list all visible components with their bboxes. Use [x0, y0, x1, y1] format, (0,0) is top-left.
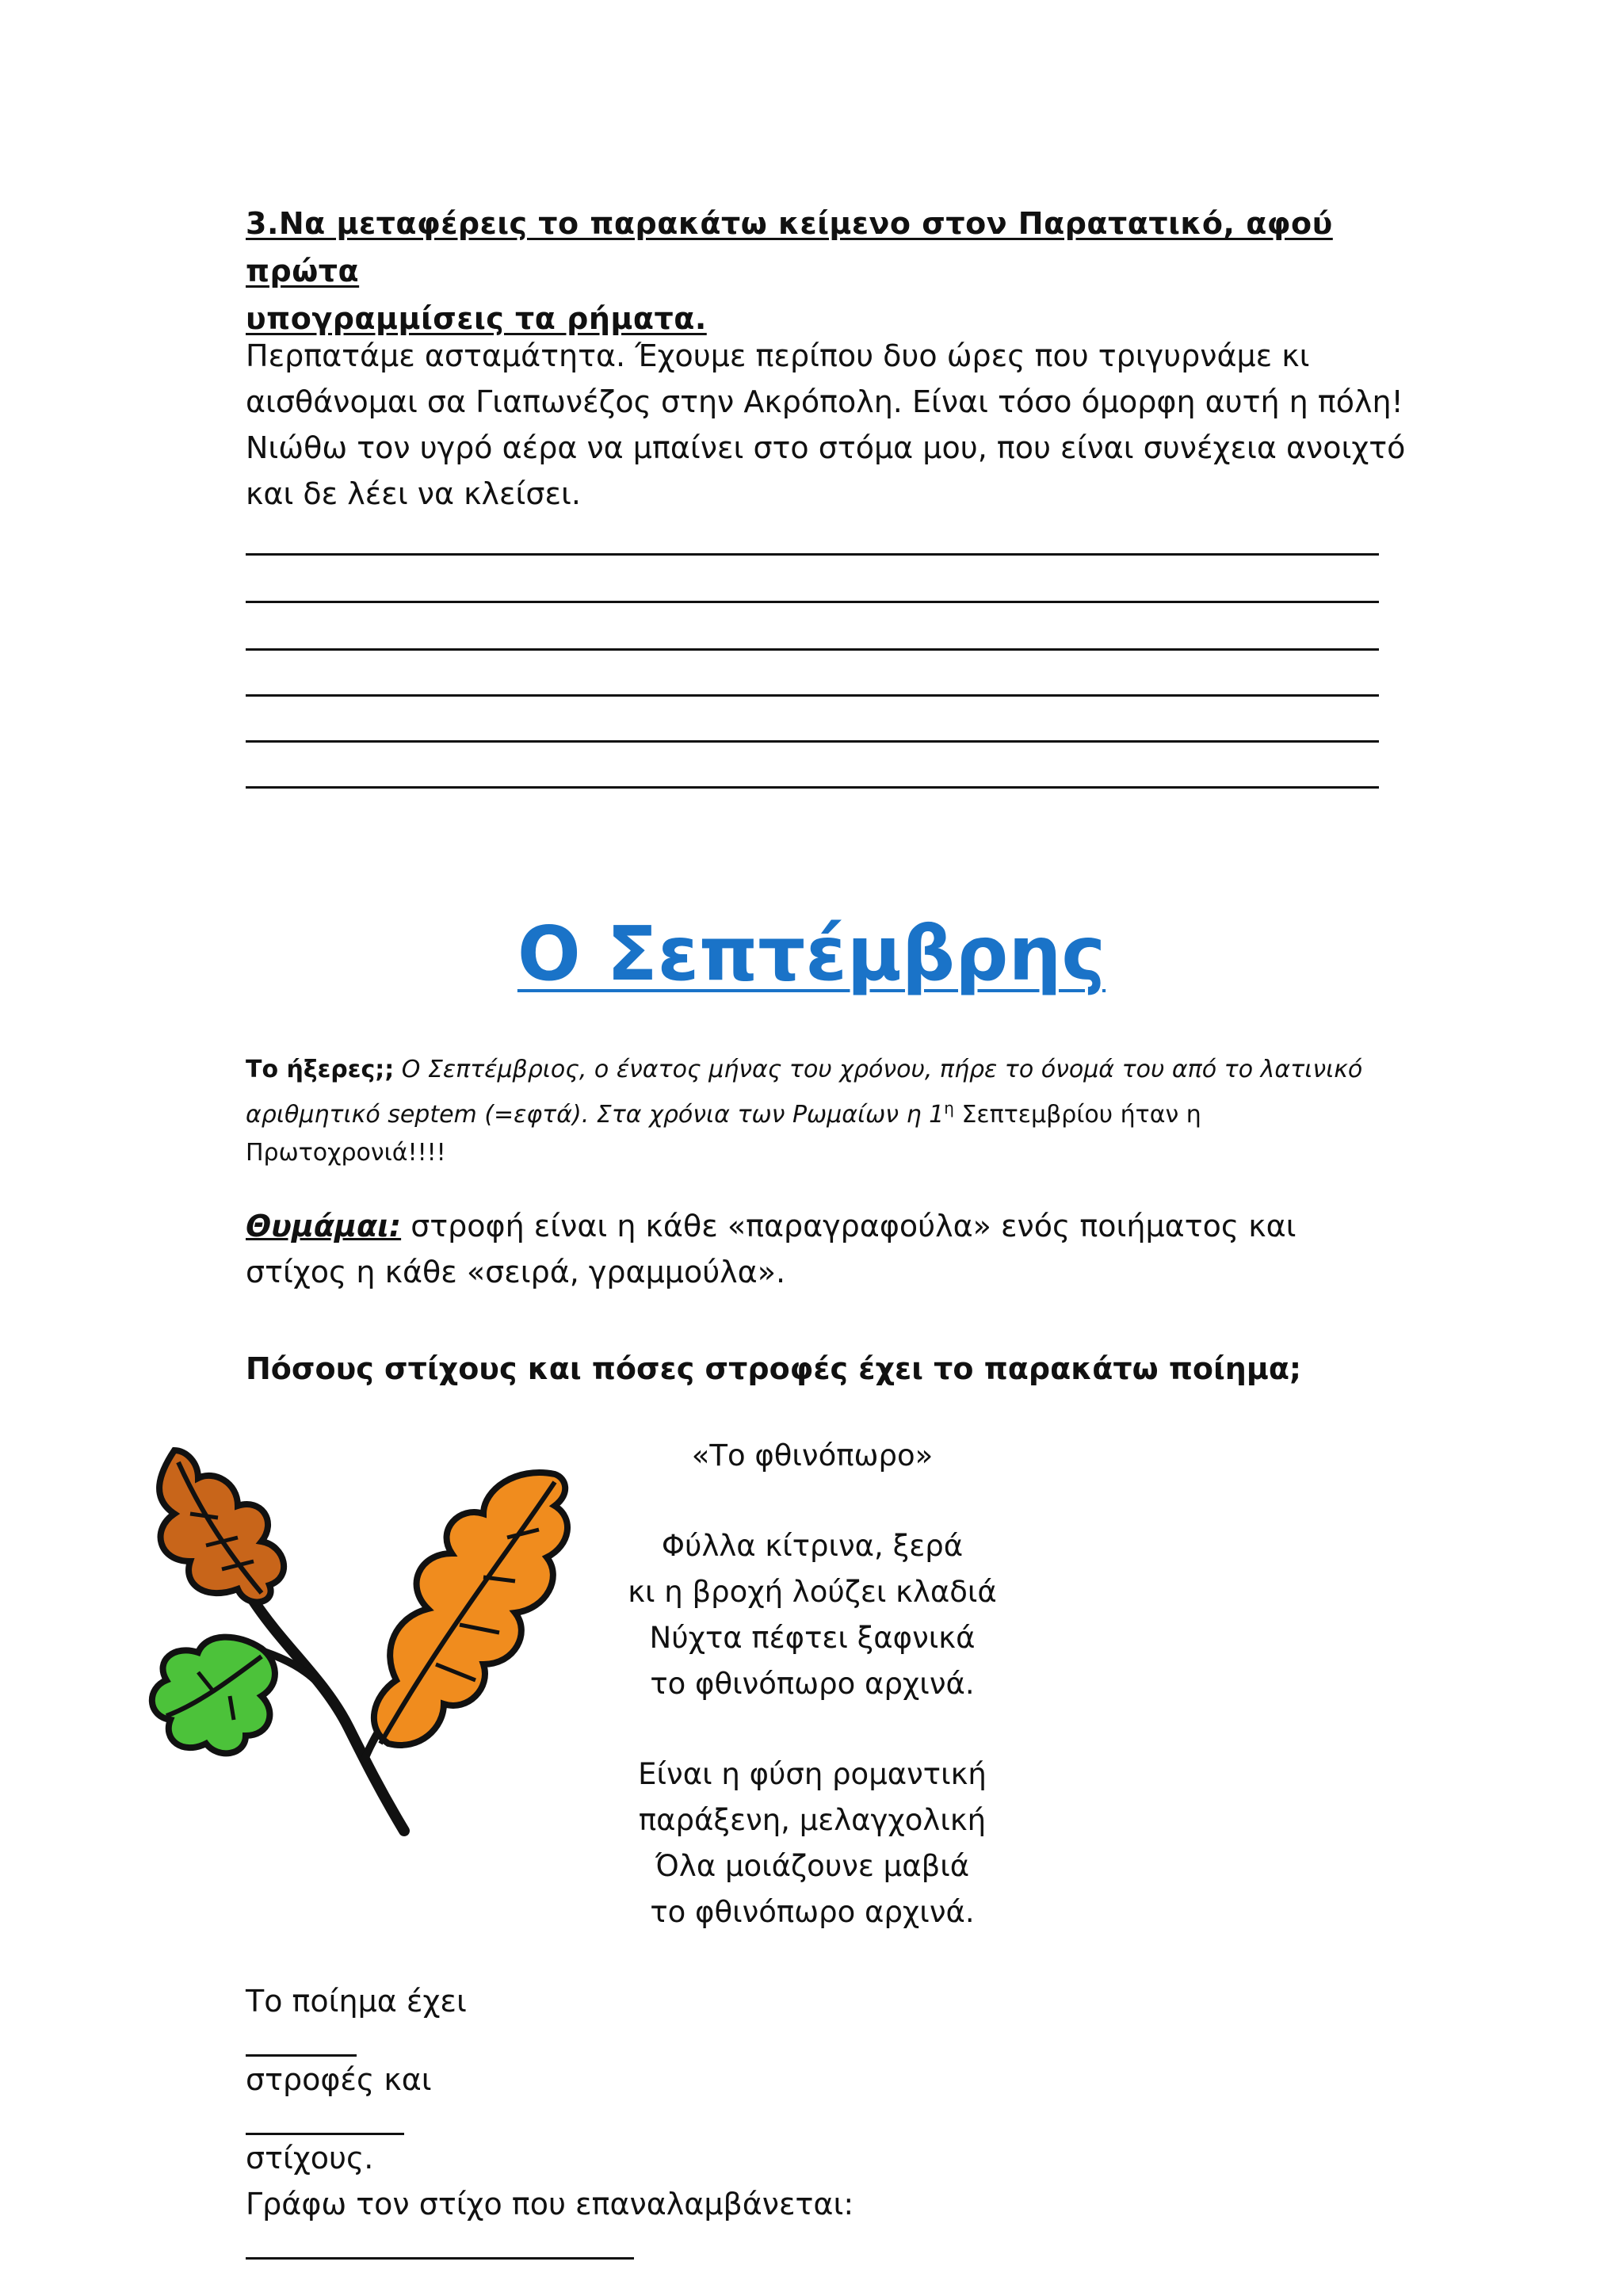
passage-line: αισθάνομαι σα Γιαπωνέζος στην Ακρόπολη. Είναι τόσο όμορφη αυτή η πόλη! [246, 384, 1403, 419]
section-heading: Ο Σεπτέμβρης [517, 911, 1106, 998]
poem-stanza-2 [586, 1752, 1038, 1935]
poem-verse: παράξενη, μελαγχολική [638, 1803, 987, 1837]
poem-verse: Νύχτα πέφτει ξαφνικά [649, 1621, 976, 1655]
poem-verse: Είναι η φύση ρομαντική [638, 1757, 987, 1791]
answer-text: στίχους. [246, 2141, 374, 2176]
stanzas-blank[interactable] [246, 2024, 357, 2057]
task-title-line: 3.Να μεταφέρεις το παρακάτω κείμενο στον Παρατατικό, αφού πρώτα [246, 206, 1333, 288]
answer-line-2 [246, 2181, 1387, 2260]
autumn-leaves-illustration [143, 1442, 586, 1839]
poem-title-text: «Το φθινόπωρο» [691, 1438, 934, 1473]
superscript: η [944, 1098, 954, 1117]
answer-line-1 [246, 1978, 1387, 2181]
task-title [246, 200, 1371, 342]
passage-line: και δε λέει να κλείσει. [246, 476, 581, 511]
green-leaf-icon [152, 1637, 275, 1754]
answer-section [246, 1978, 1387, 2260]
remember-label: Θυμάμαι: [246, 1209, 402, 1244]
remember-note [246, 1203, 1387, 1295]
answer-text: Γράφω τον στίχο που επαναλαμβάνεται: [246, 2187, 854, 2222]
writing-line[interactable] [246, 786, 1379, 789]
poem-title [586, 1433, 1038, 1479]
answer-text: Το ποίημα έχει [246, 1984, 467, 2019]
repeated-verse-blank[interactable] [246, 2227, 634, 2260]
poem-verse: Όλα μοιάζουνε μαβιά [655, 1849, 970, 1883]
did-you-know [246, 1051, 1387, 1172]
poem-verse: Φύλλα κίτρινα, ξερά [661, 1529, 964, 1563]
answer-text: στροφές και [246, 2062, 432, 2097]
verses-blank[interactable] [246, 2103, 404, 2135]
remember-text: στροφή είναι η κάθε «παραγραφούλα» ενός ποιήματος και στίχος η κάθε «σειρά, γραμμούλα». [246, 1209, 1296, 1289]
task-title-line: υπογραμμίσεις τα ρήματα. [246, 301, 707, 336]
writing-line[interactable] [246, 553, 1379, 556]
poem-verse: κι η βροχή λούζει κλαδιά [628, 1575, 997, 1609]
passage [246, 333, 1406, 517]
poem-verse: το φθινόπωρο αρχινά. [650, 1667, 975, 1701]
did-you-know-label: Το ήξερες;; [246, 1056, 395, 1083]
writing-line[interactable] [246, 740, 1379, 743]
writing-line[interactable] [246, 601, 1379, 603]
passage-line: Νιώθω τον υγρό αέρα να μπαίνει στο στόμα μου, που είναι συνέχεια ανοιχτό [246, 430, 1406, 465]
poem-stanza-1 [586, 1523, 1038, 1707]
poem-verse: το φθινόπωρο αρχινά. [650, 1895, 975, 1929]
question: Πόσους στίχους και πόσες στροφές έχει το παρακάτω ποίημα; [246, 1351, 1302, 1386]
passage-line: Περπατάμε ασταμάτητα. Έχουμε περίπου δυο ώρες που τριγυρνάμε κι [246, 338, 1310, 373]
brown-leaf-icon [159, 1450, 284, 1602]
writing-line[interactable] [246, 648, 1379, 651]
did-you-know-text: Ο Σεπτέμβριος, ο ένατος μήνας του χρόνου, πήρε το όνομά του από το λατινικό αριθμητικό septem (=εφτά). Στα χρόνια των Ρωμαίων η 1 [246, 1056, 1363, 1129]
did-you-know-text-end: Σεπτεμβρίου ήταν η Πρωτοχρονιά!!!! [246, 1101, 1201, 1167]
writing-line[interactable] [246, 694, 1379, 697]
